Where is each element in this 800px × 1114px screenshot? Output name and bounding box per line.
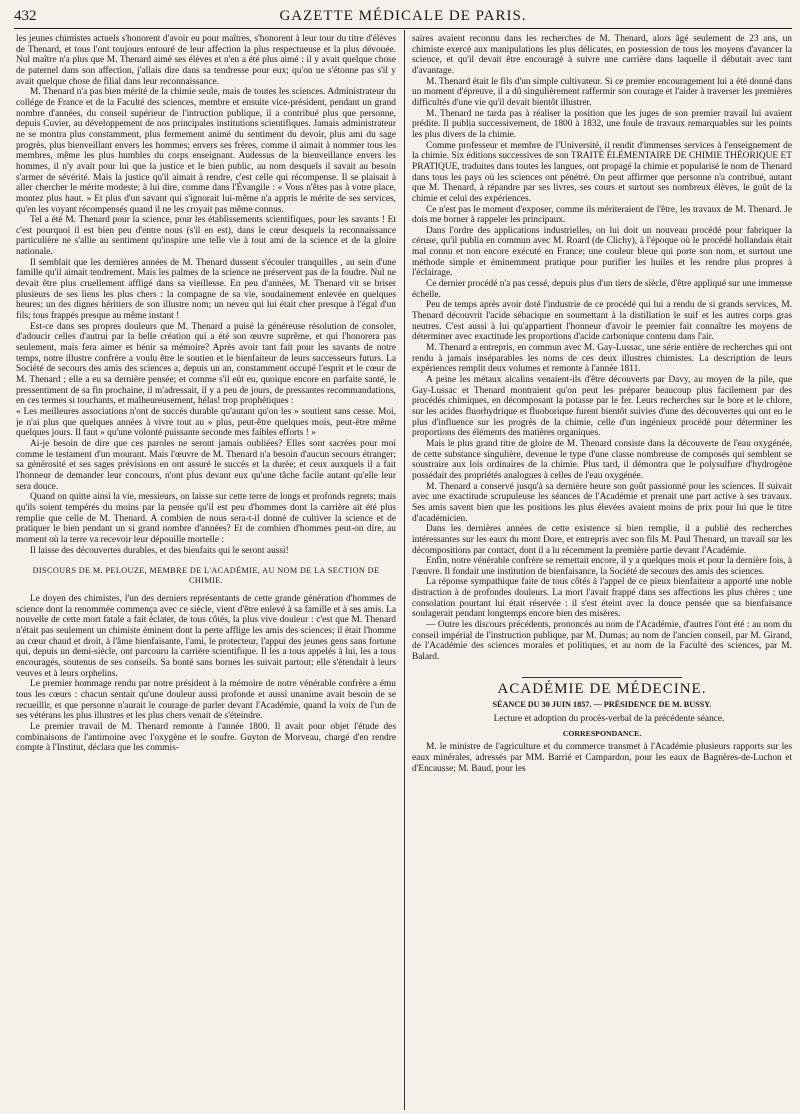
minutes-line: Lecture et adoption du procès-verbal de la précédente séance. [493,714,725,725]
paragraph: A peine les métaux alcalins venaient-ils d'être découverts par Davy, au moyen de la pile, que Gay-Lussac et Thenard montraient qu'on peut les préparer beaucoup plus facilement par des procédés chimiques, en décomposant la potasse par le fer. Leurs recherches sur le bore et le chlore, sur les acides fluorhydrique et fluoborique furent bientôt suivies d'une des découvertes qui ont eu le plus d'influence sur les progrès de la chimie, celle d'un ingénieux procédé pour déterminer les proportions des éléments des matières organiques. [412,375,792,439]
paragraph: Il semblait que les dernières années de M. Thenard dussent s'écouler tranquilles , au sein d'une famille qu'il aimait tendrement. Mais les palmes de la science ne préservent pas de la foudre. Nul ne devait être plus cruellement affligé dans sa vieillesse. En peu d'années, M. Thenard vit se briser plusieurs de ses liens les plus chers : la compagne de sa vie, soudainement enlevée en quelques heures; un des dignes héritiers de son illustre nom; un neveu qui lui était cher presque à l'égal d'un fils; tous frappés presque au même instant ! [16,257,396,322]
paragraph: Ce dernier procédé n'a pas cessé, depuis plus d'un tiers de siècle, d'être appliqué sur une immense échelle. [412,279,792,300]
section-rule [522,677,682,678]
paragraph: Peu de temps après avoir doté l'industrie de ce procédé qui lui a rendu de si grands services, M. Thenard découvrit l'acide sébacique en soumettant à la distillation le suif et les autres corps gras neutres. C'est aussi à lui qu'appartient l'honneur d'avoir le premier fait connaître les moyens de déterminer avec exactitude les proportions d'acide carbonique contenu dans l'air. [412,300,792,343]
paragraph: Le premier travail de M. Thenard remonte à l'année 1800. Il avait pour objet l'étude des combinaisons de l'antimoine avec l'oxygène et le soufre. Guyton de Morveau, chargé d'en rendre compte à l'Institut, déclara que les commis- [16,722,396,754]
academy-title: ACADÉMIE DE MÉDECINE. [497,680,707,697]
paragraph: les jeunes chimistes actuels s'honorent d'avoir eu pour maîtres, s'honorent à leur tour du titre d'élèves de Thenard, et tous l'ont toujours entouré de leur affection la plus respectueuse et la plus dévouée. Nul maître n'a plus que M. Thenard aimé ses élèves et n'en a été plus aimé : il y avait quelque chose de paternel dans son affection, j'allais dire dans sa tendresse pour eux; qu'on ne s'étonne pas s'il y avait quelque chose de filial dans leur reconnaissance. [16,34,396,87]
quotation: « Les meilleures associations n'ont de succès durable qu'autant qu'on les » soutient sans cesse. Moi, je n'ai plus que quelques années à vivre tout au » plus, peut-être quelques mois, peut-être même quelques jours. Il faut » qu'une volonté puissante seconde mes faibles efforts ! » [16,406,396,439]
paragraph: Est-ce dans ses propres douleurs que M. Thenard a puisé la généreuse résolution de consoler, d'adoucir celles d'autrui par la belle création qui a été son œuvre suprême, et qui l'honorera pas seulement, mais fera aimer et bénir sa mémoire? Après avoir tant fait pour les savants de notre temps, notre illustre confrère a voulu être le soutien et le bienfaiteur de leurs successeurs futurs. La Société de secours des amis des sciences a, depuis un an, constamment occupé l'esprit et le cœur de M. Thenard ; elle a eu sa dernière pensée; et comme s'il eût eu, quoique encore en parfaite santé, le pressentiment de sa fin prochaine, il m'adressait, il y a peu de jours, de pressantes recommandations, en ces termes si touchants, et malheureusement, hélas! trop prophétiques : [16,321,396,407]
left-column [16,34,396,1110]
page-header [14,6,792,29]
paragraph: M. Thenard a entrepris, en commun avec M. Gay-Lussac, une série entière de recherches qui ont rendu à jamais inséparables les noms de ces deux illustres chimistes. La description de leurs expériences remplit deux volumes et remonte à l'année 1811. [412,343,792,375]
paragraph: M. Thenard a conservé jusqu'à sa dernière heure son goût passionné pour les sciences. Il suivait avec une exactitude scrupuleuse les séances de l'Académie et prenait une part active à ses travaux. Ses amis savent bien que les positions les plus élevées avaient moins de prix pour lui que le titre d'académicien. [412,481,792,524]
paragraph: saires avaient reconnu dans les recherches de M. Thenard, alors âgé seulement de 23 ans, un chimiste exercé aux manipulations les plus délicates, en possession de tous les moyens d'avancer la science, et qu'il devait être encouragé à suivre une carrière dans laquelle il débutait avec tant d'avantage. [412,34,792,76]
paragraph: Comme professeur et membre de l'Université, il rendit d'immenses services à l'enseignement de la chimie. Six éditions successives de son TRAITÉ ÉLÉMENTAIRE DE CHIMIE THÉORIQUE ET PRATIQUE, traduites dans toutes les langues, ont propagé la chimie et popularisé le nom de Thenard dans tous les pays où les sciences ont pénétré. On peut affirmer que personne n'a contribué, autant que M. Thenard, à répandre par ses livres, ses cours et surtout ses nombreux élèves, le goût de la chimie et celui des expériences. [412,140,792,204]
paragraph: La réponse sympathique faite de tous côtés à l'appel de ce pieux bienfaiteur a apporté une noble distraction à de profondes douleurs. La mort l'avait frappé dans ses affections les plus chères ; une consolation pourtant lui était réservée : il s'est éteint avec la douce pensée que sa bienfaisance soulagerait pendant longtemps encore bien des misères. [412,577,792,620]
section-heading: DISCOURS DE M. PELOUZE, MEMBRE DE L'ACADÉMIE, AU NOM DE LA SECTION DE CHIMIE. [32,566,380,586]
paragraph: Le doyen des chimistes, l'un des derniers représentants de cette grande génération d'hommes de science dont la renommée commença avec ce siècle, vient d'être enlevé à sa famille et à ses amis. La nouvelle de cette mort fatale a fait éclater, de tous côtés, la plus vive douleur : c'est que M. Thenard n'était pas seulement un chimiste éminent dont la perte afflige les amis des sciences; il était l'homme au cœur chaud et droit, à l'âme bienfaisante, l'ami, le protecteur, l'appui des jeunes gens sans fortune qui, depuis un demi-siècle, ont parcouru la carrière scientifique. Il les a tous appelés à lui, les a tous encouragés, soutenus de ses conseils. Sa bonté sans bornes les suivait partout; elle s'étendait à leurs veuves et à leurs orphelins. [16,594,396,679]
right-column [412,34,792,1110]
paragraph: Le premier hommage rendu par notre président à la mémoire de notre vénérable confrère a ému tous les cœurs : chacun sentait qu'une douleur aussi profonde et aussi unanime avait besoin de se recueillir, et que personne n'aurait le courage de parler devant l'Académie, quand la voix de l'un de ses vétérans les plus illustres et les plus chers venait de s'éteindre. [16,679,396,722]
paragraph: M. Thenard ne tarda pas à réaliser la position que les juges de son premier travail lui avaient prédite. Il publia successivement, de 1800 à 1832, une foule de travaux remarquables sur les points les plus divers de la chimie. [412,108,792,140]
paragraph: Ai-je besoin de dire que ces paroles ne seront jamais oubliées? Elles sont sacrées pour moi comme le testament d'un mourant. Mais l'œuvre de M. Thenard n'a besoin d'aucun secours étranger; sa générosité et ses sages prévisions en ont assuré le succès et la durée; et ceux auxquels il a fait l'honneur de demander leur concours, n'ont plus devant eux qu'une tâche facile autant qu'elle leur sera douce. [16,438,396,492]
paragraph: M. Thenard n'a pas bien mérité de la chimie seule, mais de toutes les sciences. Administrateur du collége de France et de la Faculté des sciences, membre et ensuite vice-président, pendant un grand nombre d'années, du conseil supérieur de l'intruction publique, il a contribué plus que personne, depuis Cuvier, au développement de nos principales institutions scientifiques. Jamais administrateur ne se montra plus constamment, plus fermement animé du sentiment du devoir, plus ami du sage progrès, plus bienveillant envers les hommes; envers ses frères, comme il aimait à nommer tous les membres, même les plus humbles du corps enseignant. Audessus de la bienveillance envers les hommes, il n'y avait pour lui que la justice et le bien public, au nom desquels il savait au besoin s'armer de sévérité. Mais la justice qu'il aimait à rendre, c'est celle qui récompense. Il se plaisait à aller chercher le mérite modeste; à lui dire, comme dans l'Évangile : « Vous n'êtes pas à votre place, montez plus haut. » Et plus d'un savant qui s'ignorait lui-même n'a appris le mérite de ses services, qu'en les voyant récompensés quand il ne les croyait pas même connus. [16,87,396,215]
page-number: 432 [14,8,37,24]
paragraph: Ce n'est pas le moment d'exposer, comme ils mériteraient de l'être, les travaux de M. Thenard. Je dois me borner à rappeler les principaux. [412,204,792,226]
paragraph: Dans l'ordre des applications industrielles, on lui doit un nouveau procédé pour fabriquer la céruse, qu'il publia en commun avec M. Roard (de Clichy), à l'époque où le procédé hollandais était mal connu et non encore exécuté en France; une couleur bleue qui porte son nom, et surtout une méthode simple et éminemment pratique pour purifier les huiles et les rendre plus propres à l'éclairage. [412,225,792,279]
paragraph: Il laisse des découvertes durables, et des bienfaits qui le seront aussi! [30,545,289,556]
paragraph: Tel a été M. Thenard pour la science, pour les établissements scientifiques, pour les savants ! Et c'est pourquoi il est bien peu d'entre nous (s'il en est), dans le cœur desquels la reconnaissance particulière ne s'allie au sentiment qu'inspire une telle vie à tout ami de la science et de la gloire nationale. [16,215,396,258]
paragraph: Mais le plus grand titre de gloire de M. Thenard consiste dans la découverte de l'eau oxygénée, de cette substance singulière, devenue le type d'une classe nombreuse de composés qui semblent se soustraire aux lois ordinaires de la chimie. Plus tard, il démontra que le polysulfure d'hydrogène possédait des propriétés analogues à celles de l'eau oxygénée. [412,438,792,481]
correspondence-heading: CORRESPONDANCE. [562,728,642,738]
paragraph: Dans les dernières années de cette existence si bien remplie, il a publié des recherches intéressantes sur les eaux du mont Dore, et entrepris avec son fils M. Paul Thenard, un travail sur les décompositions par contact, dont il a lu récemment la première partie devant l'Académie. [412,524,792,556]
column-divider [404,30,405,1110]
paragraph: Enfin, notre vénérable confrère se remettait encore, il y a quelques mois et pour la dernière fois, à l'œuvre. Il fondait une institution de bienfaisance, la Société de secours des amis des sciences. [412,556,792,577]
paragraph: — Outre les discours précédents, prononcés au nom de l'Académie, d'autres l'ont été : au nom du conseil impérial de l'instruction publique, par M. Dumas; au nom de l'ancien conseil, par M. Girand, de l'Académie des sciences morales et politiques, et au nom de la Faculté des sciences, par M. Balard. [412,620,792,663]
paragraph: M. Thenard était le fils d'un simple cultivateur. Si ce premier encouragement lui a été donné dans un moment d'épreuve, il a dû singulièrement raffermir son courage et l'aider à traverser les premières difficultés d'une vie qu'il devait bientôt illustrer. [412,76,792,108]
seance-heading: SÉANCE DU 30 JUIN 1857. — PRÉSIDENCE DE M. BUSSY. [492,700,712,710]
paragraph: M. le ministre de l'agriculture et du commerce transmet à l'Académie plusieurs rapports sur les eaux minérales, adressés par MM. Barrié et Campardon, pour les eaux de Bagnères-de-Luchon et d'Encausse; M. Baud, pour les [412,742,792,774]
journal-title: GAZETTE MÉDICALE DE PARIS. [279,8,527,24]
paragraph: Quand on quitte ainsi la vie, messieurs, on laisse sur cette terre de longs et profonds regrets; mais qu'ils soient tempérés du moins par la pensée qu'il est peu d'hommes dont la carrière ait été plus remplie que celle de M. Thenard. A combien de nous sera-t-il donné de cultiver la science et de pratiquer le bien pendant un si grand nombre d'années? Et de combien d'hommes peut-on dire, au moment où la terre va recevoir leur dépouille mortelle : [16,492,396,545]
